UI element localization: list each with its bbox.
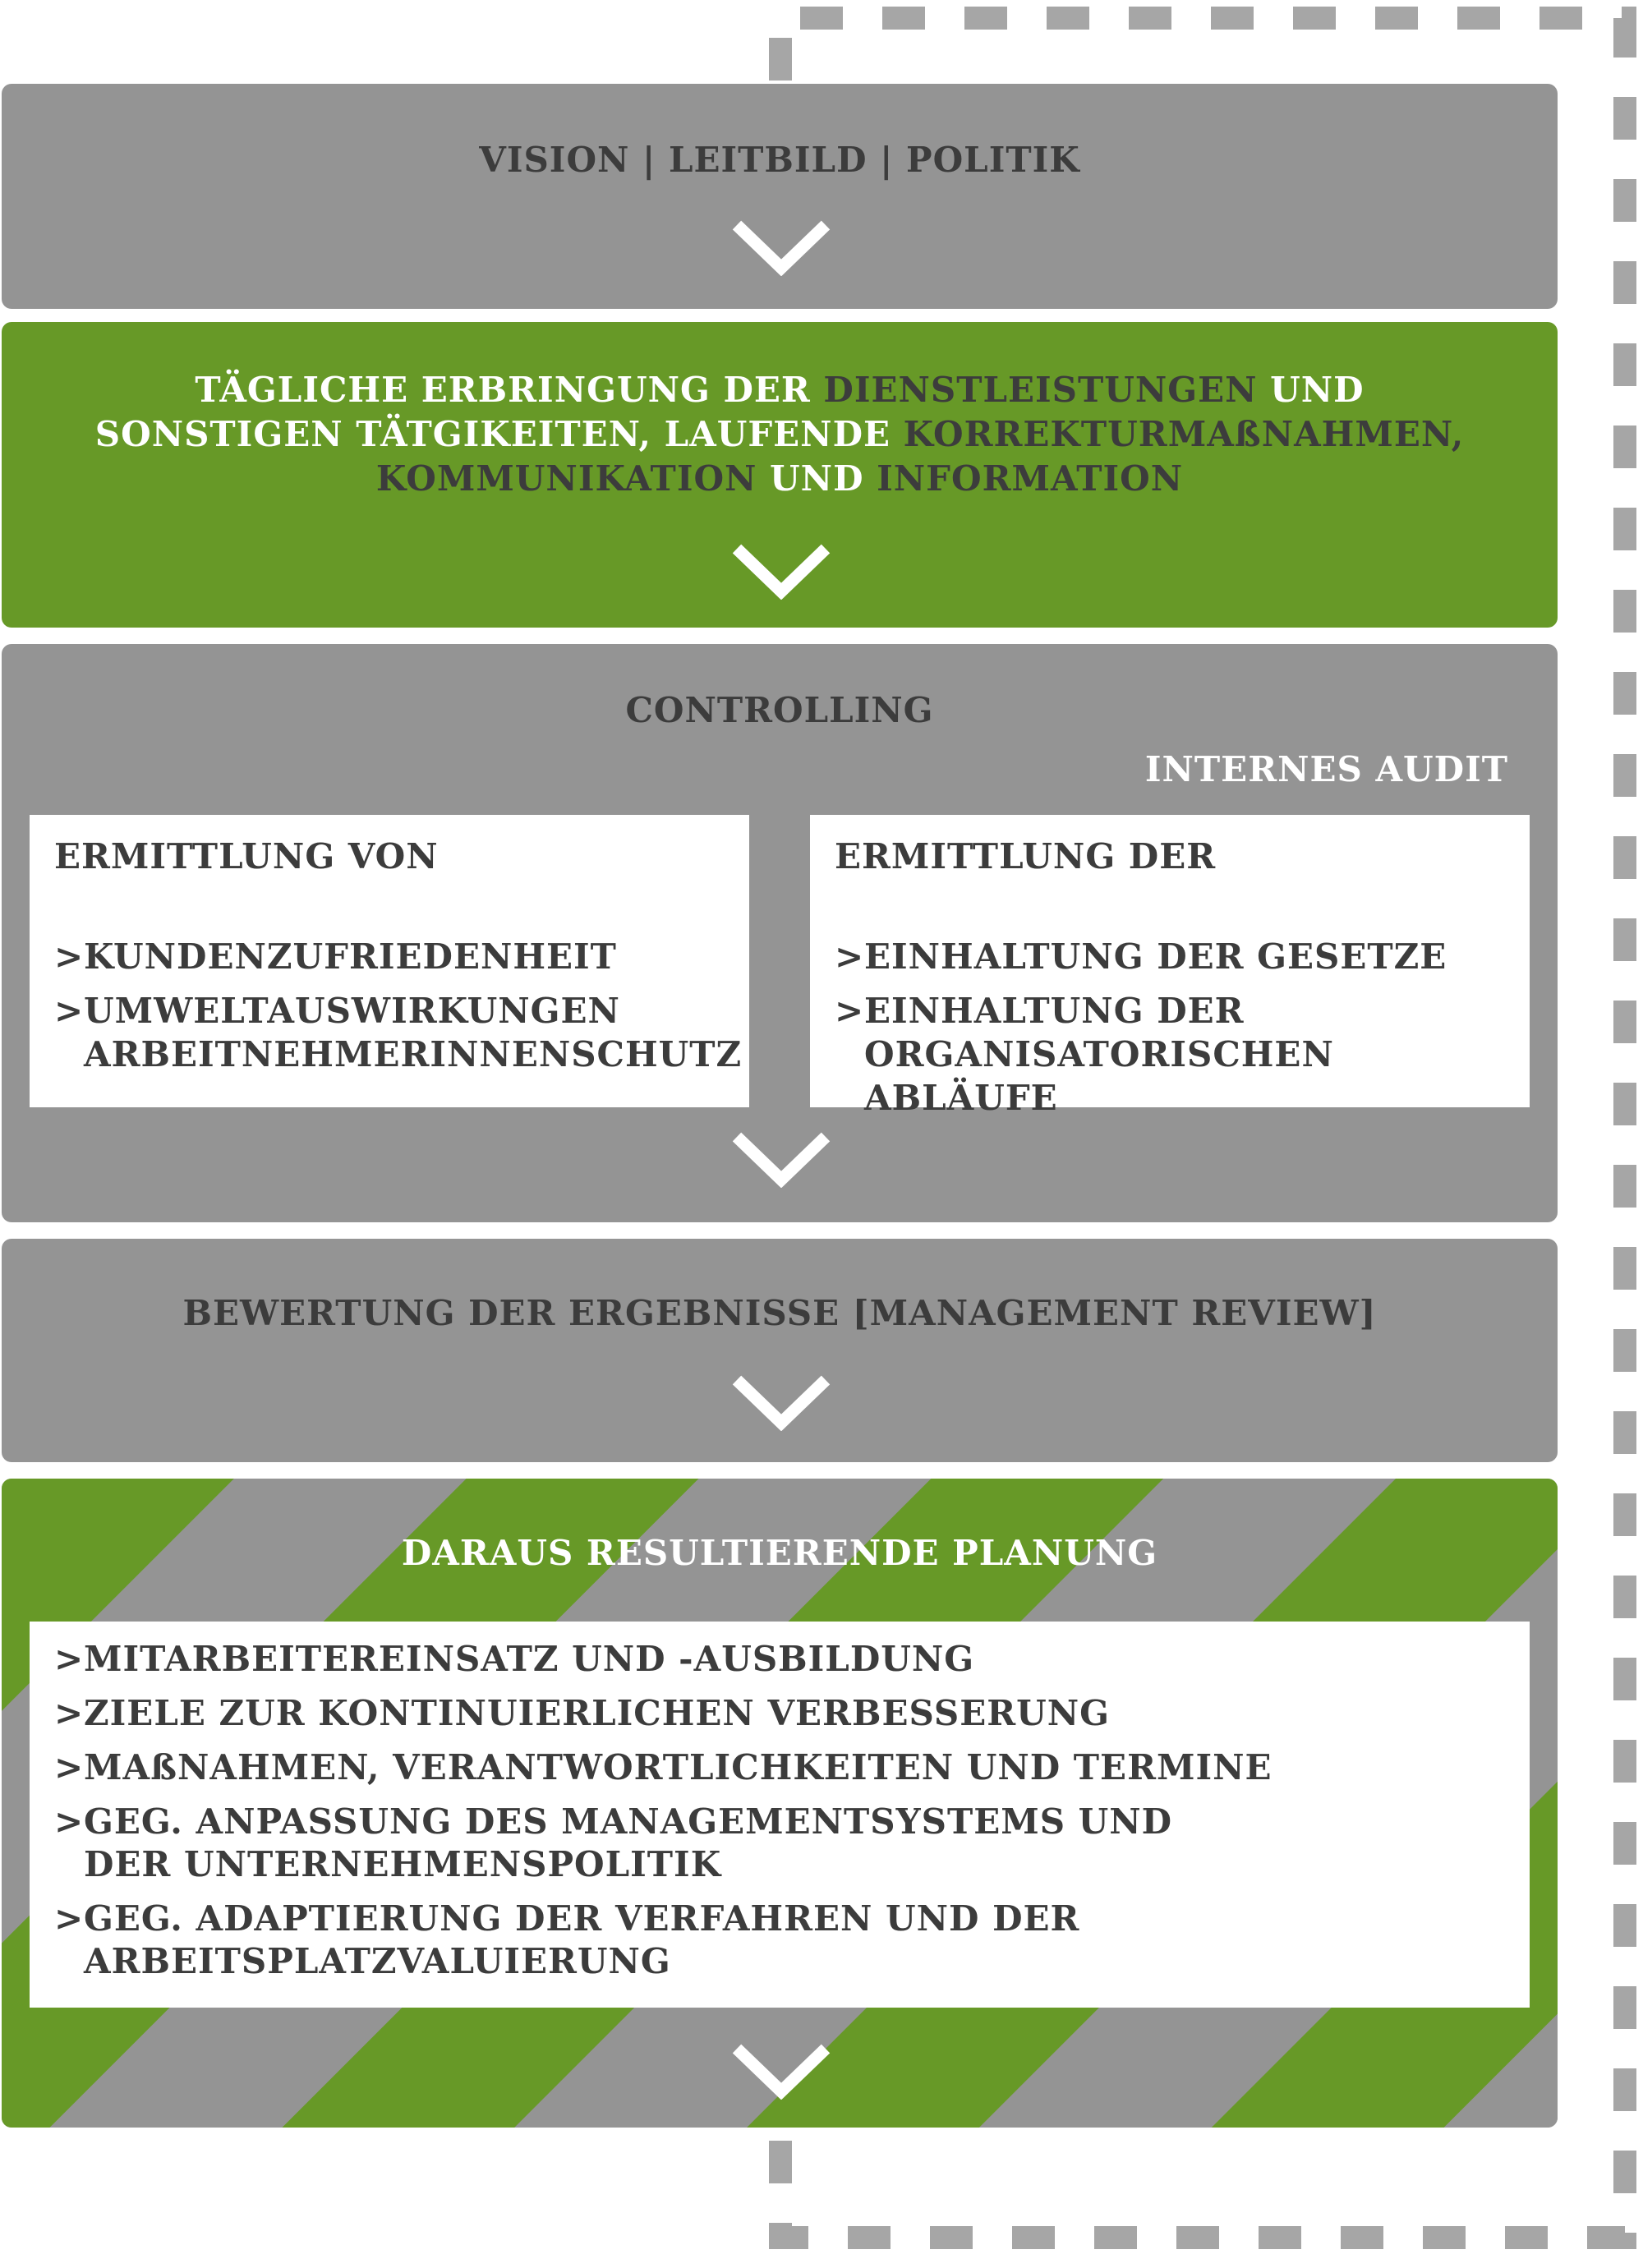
operations-box (2, 322, 1558, 628)
internal-audit-label: INTERNES AUDIT (1144, 749, 1508, 789)
vision-box (2, 84, 1558, 309)
review-box (2, 1239, 1558, 1462)
vision-title: VISION | LEITBILD | POLITIK (479, 140, 1080, 180)
chevron-down-icon (730, 2042, 832, 2100)
chevron-down-icon (730, 1130, 832, 1188)
chevron-down-icon (730, 219, 832, 276)
list-item: >GEG. ANPASSUNG DES MANAGEMENTSYSTEMS UND DER UNTERNEHMENSPOLITIK (54, 1801, 1173, 1884)
list-item: >MAßNAHMEN, VERANTWORTLICHKEITEN UND TERMINE (54, 1747, 1273, 1787)
planning-box (2, 1479, 1558, 2128)
list-item: >GEG. ADAPTIERUNG DER VERFAHREN UND DER ARBEITSPLATZVALUIERUNG (54, 1898, 1080, 1981)
planning-list (54, 1638, 1516, 1983)
review-title: BEWERTUNG DER ERGEBNISSE [MANAGEMENT REVIEW] (182, 1293, 1377, 1333)
chevron-down-icon (730, 1373, 832, 1431)
planning-panel (30, 1622, 1530, 2008)
operations-text: TÄGLICHE ERBRINGUNG DER DIENSTLEISTUNGEN UND SONSTIGEN TÄTGIKEITEN, LAUFENDE KORREKTURMAßNAHMEN, KOMMUNIKATION UND INFORMATION (94, 370, 1465, 499)
controlling-left-panel (30, 815, 749, 1107)
right-panel-heading: ERMITTLUNG DER (835, 836, 1217, 876)
list-item: >ZIELE ZUR KONTINUIERLICHEN VERBESSERUNG (54, 1693, 1111, 1733)
left-panel-heading: ERMITTLUNG VON (54, 836, 439, 876)
list-item: >EINHALTUNG DER ORGANISATORISCHEN ABLÄUFE (835, 991, 1334, 1118)
list-item: >MITARBEITEREINSATZ UND -AUSBILDUNG (54, 1639, 975, 1679)
left-panel-list (54, 935, 744, 1087)
right-panel-list (835, 935, 1525, 1130)
controlling-box (2, 644, 1558, 1222)
planning-title: DARAUS RESULTIERENDE PLANUNG (401, 1533, 1158, 1573)
list-item: >KUNDENZUFRIEDENHEIT (54, 936, 617, 977)
chevron-down-icon (730, 542, 832, 600)
controlling-title: CONTROLLING (625, 690, 934, 730)
list-item: >UMWELTAUSWIRKUNGEN ARBEITNEHMERINNENSCHUTZ (54, 991, 743, 1074)
controlling-right-panel (810, 815, 1530, 1118)
list-item: >EINHALTUNG DER GESETZE (835, 936, 1447, 977)
